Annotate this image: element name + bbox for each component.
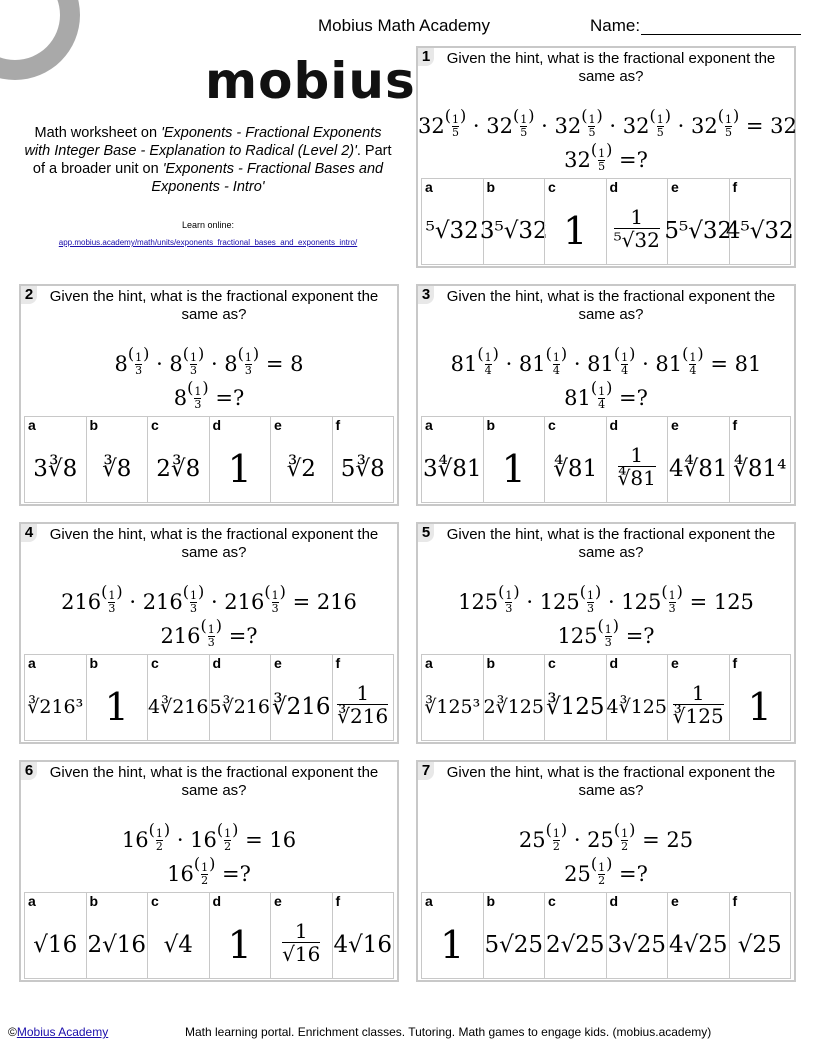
name-field[interactable] [641, 34, 801, 35]
option-value: 3√25 [607, 931, 667, 958]
answer-option-a[interactable] [421, 654, 483, 741]
answer-option-d[interactable] [209, 892, 271, 979]
hint-equation: 16( $\frac{1}{2}$ ) · 16( $\frac{1}{2}$ ) = 16 [121, 820, 297, 853]
answer-option-e[interactable] [270, 892, 332, 979]
hint-equation: 125( $\frac{1}{3}$ ) · 125( $\frac{1}{3}$ ) · 125( $\frac{1}{3}$ ) = 125 [458, 582, 754, 615]
answer-option-b[interactable] [86, 654, 148, 741]
description-prefix: Math worksheet on [34, 125, 162, 141]
question-prompt: Given the hint, what is the fractional exponent the same as? [446, 288, 776, 323]
question-prompt: Given the hint, what is the fractional exponent the same as? [446, 526, 776, 561]
option-letter: c [151, 655, 159, 671]
answer-option-c[interactable] [147, 654, 209, 741]
answer-option-c[interactable] [544, 178, 606, 265]
option-letter: d [609, 893, 619, 909]
answer-option-f[interactable] [729, 892, 792, 979]
option-value: √4 [163, 931, 193, 958]
worksheet-topic: 'Exponents - Fractional Exponents with Integer Base - Explanation to Radical (Level 2)' [24, 125, 382, 159]
answer-option-b[interactable] [483, 416, 545, 503]
option-letter: e [274, 655, 282, 671]
option-value: 1 [227, 922, 252, 967]
option-letter: b [89, 655, 99, 671]
option-letter: f [335, 893, 341, 909]
option-letter: f [732, 655, 738, 671]
option-letter: c [151, 893, 159, 909]
option-letter: c [151, 417, 159, 433]
question-number: 6 [21, 762, 37, 780]
option-value: 3⁵√32 [479, 217, 548, 244]
mobius-logo [205, 52, 416, 110]
answer-option-a[interactable] [421, 178, 483, 265]
option-letter: e [274, 417, 282, 433]
option-value: √16 [33, 931, 78, 958]
question-number: 1 [418, 48, 434, 66]
option-value: 5⁵√32 [664, 217, 733, 244]
option-value: 1 [501, 446, 526, 491]
answer-options [24, 892, 394, 979]
unit-topic: 'Exponents - Fractional Bases and Exponents - Intro' [151, 161, 384, 195]
question-expression: 216( $\frac{1}{3}$ ) =? [160, 616, 258, 649]
option-letter: c [548, 417, 556, 433]
hint-equation: 25( $\frac{1}{2}$ ) · 25( $\frac{1}{2}$ ) = 25 [518, 820, 694, 853]
option-letter: a [425, 417, 433, 433]
answer-option-c[interactable] [147, 892, 209, 979]
option-letter: e [671, 893, 679, 909]
question-number: 4 [21, 524, 37, 542]
option-letter: c [548, 179, 556, 195]
copyright-symbol: © [8, 1025, 17, 1039]
option-letter: f [732, 893, 738, 909]
option-value: 4∛216 [148, 695, 209, 718]
option-value: ∛8 [102, 455, 132, 482]
question-expression: 32( $\frac{1}{5}$ ) =? [564, 140, 648, 173]
answer-option-e[interactable] [270, 416, 332, 503]
answer-option-a[interactable] [24, 654, 86, 741]
option-value: ∜81 [553, 455, 598, 482]
question-card [416, 760, 796, 982]
option-value: 4∜81 [668, 455, 728, 482]
option-letter: e [671, 179, 679, 195]
option-value: 1 ∛125 [672, 681, 724, 728]
question-prompt: Given the hint, what is the fractional exponent the same as? [49, 526, 379, 561]
question-card [19, 522, 399, 744]
answer-option-f[interactable] [729, 416, 792, 503]
answer-options [421, 416, 791, 503]
question-number: 7 [418, 762, 434, 780]
option-value: ∛2 [286, 455, 316, 482]
question-card [416, 522, 796, 744]
option-value: 5∛8 [340, 455, 385, 482]
option-letter: b [486, 655, 496, 671]
answer-options [421, 654, 791, 741]
option-letter: b [89, 417, 99, 433]
option-value: 1 [440, 922, 465, 967]
option-value: 1 ∜81 [617, 443, 656, 490]
answer-option-e[interactable] [667, 654, 729, 741]
question-card [19, 760, 399, 982]
learn-online-link[interactable]: app.mobius.academy/math/units/exponents_fractional_bases_and_exponents_intro/ [58, 238, 358, 247]
answer-option-c[interactable] [544, 892, 606, 979]
option-letter: d [212, 417, 222, 433]
answer-option-b[interactable] [479, 178, 548, 265]
option-letter: e [274, 893, 282, 909]
option-letter: a [425, 893, 433, 909]
hint-equation: 216( $\frac{1}{3}$ ) · 216( $\frac{1}{3}$ ) · 216( $\frac{1}{3}$ ) = 216 [61, 582, 357, 615]
option-letter: c [548, 655, 556, 671]
description-middle: . Part of a broader unit on [32, 143, 392, 177]
footer-link[interactable]: Mobius Academy [16, 1025, 109, 1039]
name-label: Name: [590, 16, 641, 35]
option-letter: c [548, 893, 556, 909]
hint-equation: 32( $\frac{1}{5}$ ) · 32( $\frac{1}{5}$ ) · 32( $\frac{1}{5}$ ) · 32( $\frac{1}{5}$ ) · 32( $\frac{1}{5}$ ) = 32 [418, 106, 797, 139]
answer-option-b[interactable] [86, 892, 148, 979]
option-letter: d [609, 655, 619, 671]
answer-option-e[interactable] [667, 892, 729, 979]
option-value: ∛216³ [27, 695, 84, 718]
answer-option-f[interactable] [332, 654, 395, 741]
option-value: 4√25 [668, 931, 728, 958]
option-value: 2∛8 [156, 455, 201, 482]
option-value: 1 ⁵√32 [613, 205, 660, 252]
option-letter: d [609, 179, 619, 195]
option-value: 1 [104, 684, 129, 729]
option-value: ∛125 [545, 693, 605, 720]
question-expression: 16( $\frac{1}{2}$ ) =? [167, 854, 251, 887]
option-letter: b [486, 417, 496, 433]
option-value: 4∛125 [606, 695, 667, 718]
worksheet-description [20, 124, 396, 196]
option-letter: a [28, 655, 36, 671]
option-value: ∜81⁴ [733, 455, 787, 482]
option-value: 5∛216 [209, 695, 270, 718]
answer-option-b[interactable] [483, 654, 545, 741]
option-value: 2∛125 [483, 695, 544, 718]
footer-tagline: Math learning portal. Enrichment classes. Tutoring. Math games to engage kids. (mobius.academy) [185, 1025, 712, 1039]
option-value: ∛125³ [424, 695, 481, 718]
option-value: √25 [737, 931, 782, 958]
answer-option-b[interactable] [86, 416, 148, 503]
option-letter: d [609, 417, 619, 433]
option-value: 1 [227, 446, 252, 491]
option-value: ∛216 [271, 693, 331, 720]
question-number: 2 [21, 286, 37, 304]
option-letter: f [732, 417, 738, 433]
answer-option-c[interactable] [544, 654, 606, 741]
logo-swirl-graphic [0, 0, 100, 100]
option-letter: b [486, 179, 496, 195]
question-expression: 25( $\frac{1}{2}$ ) =? [564, 854, 648, 887]
option-letter: a [425, 655, 433, 671]
answer-option-a[interactable] [24, 892, 86, 979]
answer-option-f[interactable] [729, 654, 792, 741]
option-value: 2√16 [87, 931, 147, 958]
option-value: 4⁵√32 [725, 217, 794, 244]
question-prompt: Given the hint, what is the fractional exponent the same as? [49, 764, 379, 799]
answer-option-d[interactable] [606, 416, 668, 503]
answer-option-d[interactable] [209, 654, 271, 741]
option-letter: f [335, 655, 341, 671]
answer-options [421, 892, 791, 979]
answer-option-c[interactable] [147, 416, 209, 503]
answer-option-f[interactable] [332, 892, 395, 979]
answer-option-f[interactable] [332, 416, 395, 503]
option-letter: f [732, 179, 738, 195]
option-value: 3∜81 [422, 455, 482, 482]
question-number: 3 [418, 286, 434, 304]
learn-online-label: Learn online: [181, 220, 235, 230]
answer-option-b[interactable] [483, 892, 545, 979]
logo-text: mobius [205, 52, 416, 110]
answer-option-a[interactable] [421, 892, 483, 979]
hint-equation: 81( $\frac{1}{4}$ ) · 81( $\frac{1}{4}$ ) · 81( $\frac{1}{4}$ ) · 81( $\frac{1}{4}$ ) = 81 [450, 344, 762, 377]
option-value: ⁵√32 [425, 217, 479, 244]
answer-option-a[interactable] [421, 416, 483, 503]
answer-option-d[interactable] [209, 416, 271, 503]
question-card [416, 284, 796, 506]
option-letter: e [671, 417, 679, 433]
option-letter: a [28, 417, 36, 433]
option-value: 5√25 [484, 931, 544, 958]
answer-options [24, 654, 394, 741]
question-expression: 81( $\frac{1}{4}$ ) =? [564, 378, 648, 411]
question-expression: 8( $\frac{1}{3}$ ) =? [173, 378, 245, 411]
answer-option-f[interactable] [725, 178, 794, 265]
option-letter: b [89, 893, 99, 909]
answer-option-c[interactable] [544, 416, 606, 503]
option-letter: f [335, 417, 341, 433]
answer-option-e[interactable] [270, 654, 332, 741]
question-expression: 125( $\frac{1}{3}$ ) =? [557, 616, 655, 649]
option-letter: e [671, 655, 679, 671]
footer-copyright [8, 1025, 108, 1039]
option-letter: d [212, 655, 222, 671]
answer-option-d[interactable] [606, 178, 668, 265]
answer-options [24, 416, 394, 503]
brand-title: Mobius Math Academy [318, 16, 490, 35]
question-card [19, 284, 399, 506]
answer-options [421, 178, 794, 265]
question-number: 5 [418, 524, 434, 542]
question-card [416, 46, 796, 268]
option-value: 2√25 [545, 931, 605, 958]
option-value: 1 [747, 684, 772, 729]
question-prompt: Given the hint, what is the fractional exponent the same as? [446, 50, 776, 85]
answer-option-a[interactable] [24, 416, 86, 503]
option-value: 4√16 [333, 931, 393, 958]
option-letter: d [212, 893, 222, 909]
option-value: 1 √16 [282, 919, 321, 966]
answer-option-e[interactable] [664, 178, 733, 265]
option-value: 1 [563, 208, 588, 253]
option-value: 3∛8 [33, 455, 78, 482]
question-prompt: Given the hint, what is the fractional exponent the same as? [446, 764, 776, 799]
answer-option-e[interactable] [667, 416, 729, 503]
option-letter: b [486, 893, 496, 909]
option-letter: a [28, 893, 36, 909]
option-letter: a [425, 179, 433, 195]
answer-option-d[interactable] [606, 654, 668, 741]
answer-option-d[interactable] [606, 892, 668, 979]
hint-equation: 8( $\frac{1}{3}$ ) · 8( $\frac{1}{3}$ ) · 8( $\frac{1}{3}$ ) = 8 [114, 344, 304, 377]
question-prompt: Given the hint, what is the fractional exponent the same as? [49, 288, 379, 323]
option-value: 1 ∛216 [337, 681, 389, 728]
